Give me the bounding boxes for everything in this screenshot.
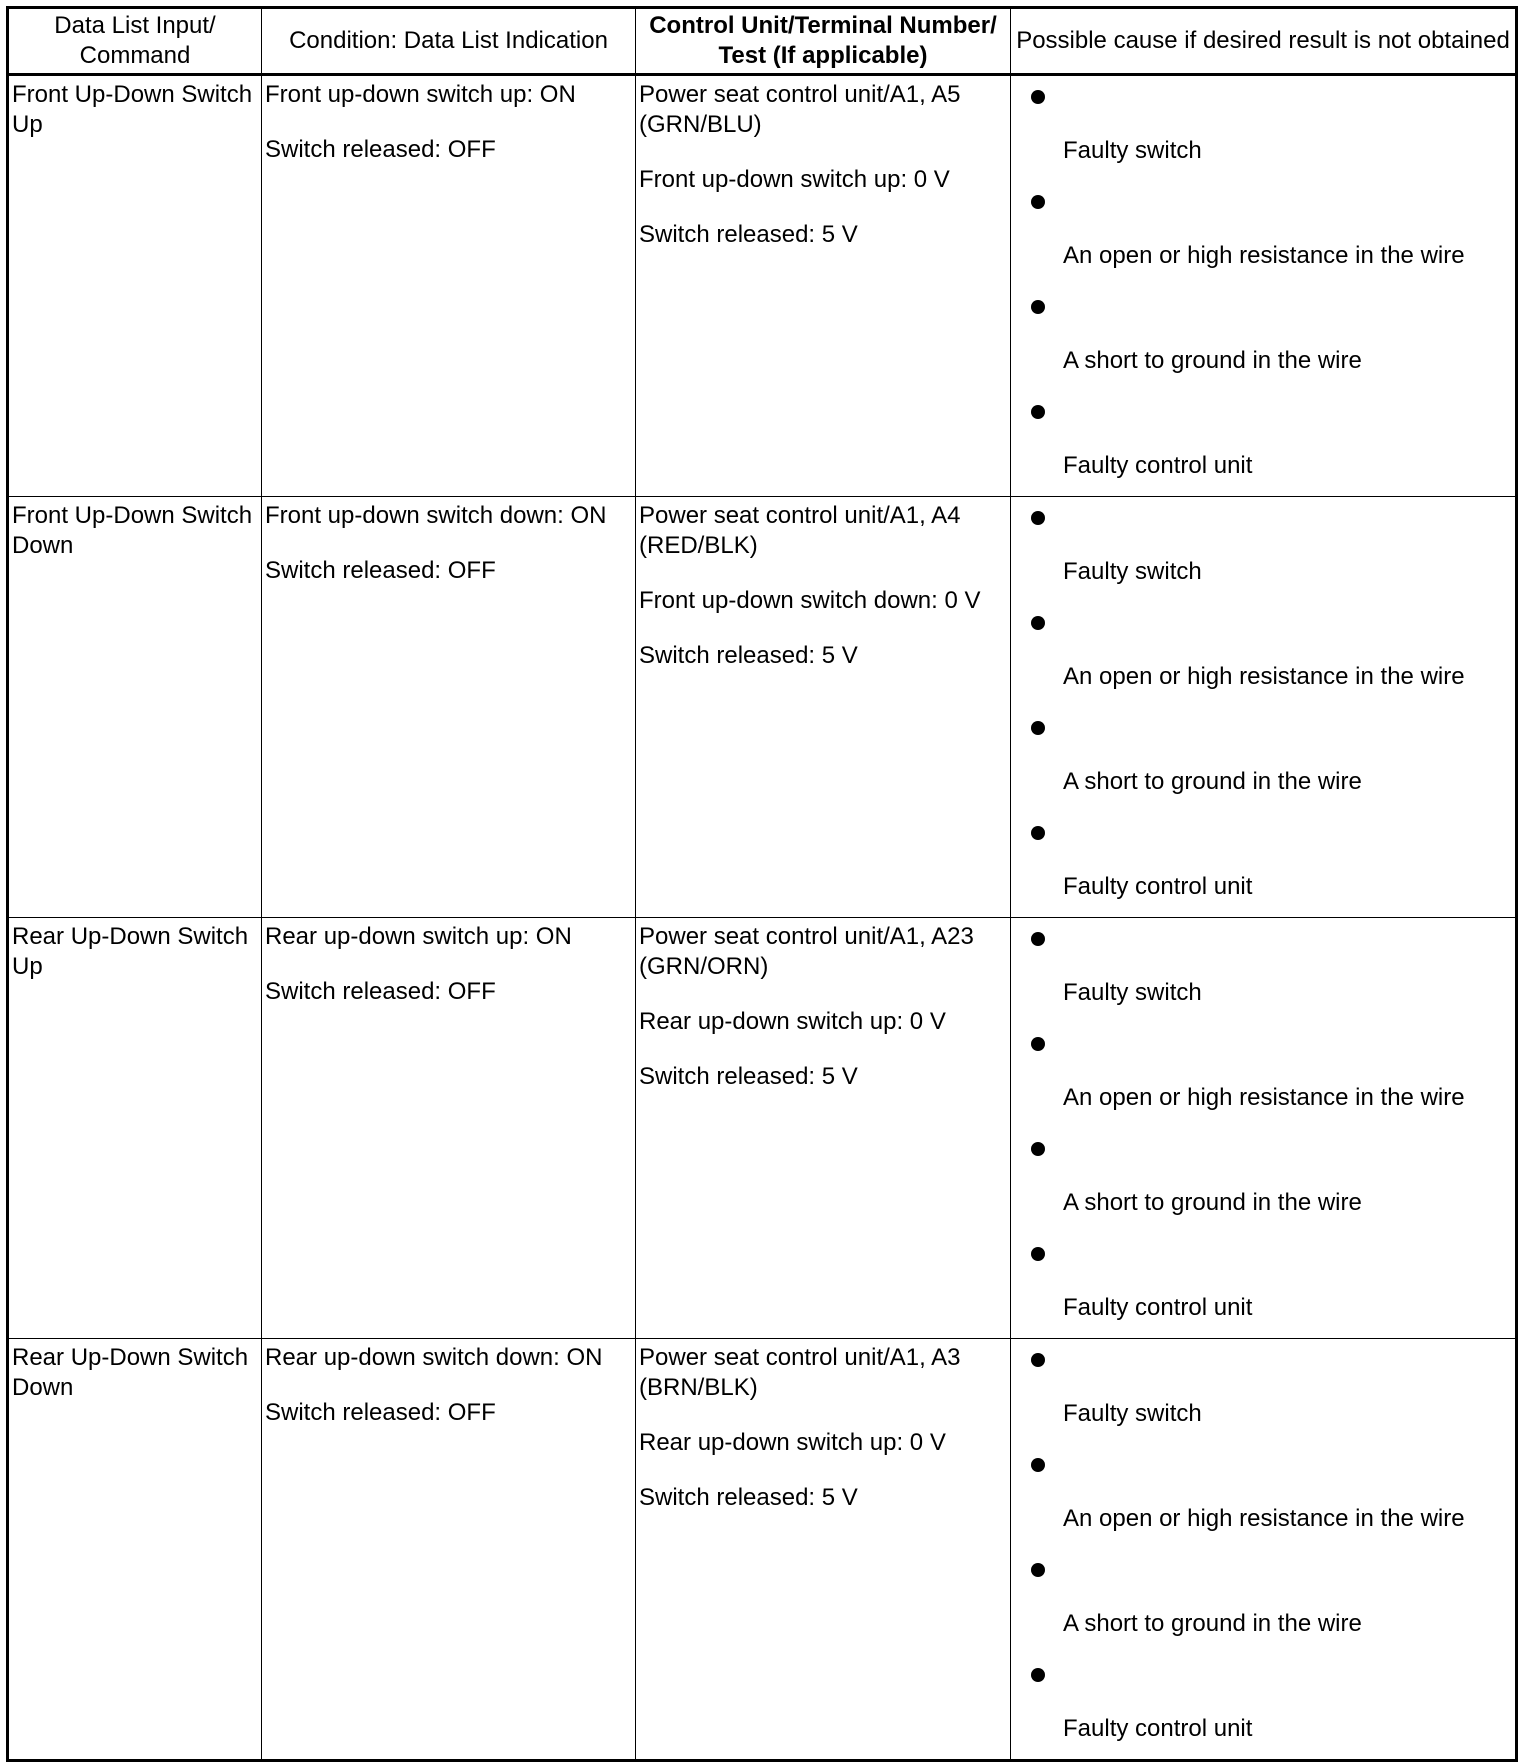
- cause-item: [1011, 918, 1515, 1023]
- control-line: Rear up-down switch up: 0 V: [639, 1008, 946, 1035]
- condition-line: Switch released: OFF: [265, 557, 496, 584]
- bullet-icon: [1031, 932, 1045, 946]
- cause-text: A short to ground in the wire: [1063, 347, 1362, 374]
- table-row: [8, 1339, 1517, 1761]
- control-line: Front up-down switch down: 0 V: [639, 587, 981, 614]
- cell-condition: [262, 75, 636, 497]
- cell-possible-causes: [1011, 75, 1517, 497]
- cause-item: [1011, 1444, 1515, 1549]
- header-possible-cause: Possible cause if desired result is not obtained: [1011, 8, 1517, 75]
- bullet-icon: [1031, 90, 1045, 104]
- cause-item: [1011, 1654, 1515, 1759]
- cause-text: An open or high resistance in the wire: [1063, 663, 1465, 690]
- cell-possible-causes: [1011, 1339, 1517, 1761]
- condition-line: Rear up-down switch down: ON: [265, 1344, 603, 1371]
- cause-item: [1011, 1549, 1515, 1654]
- cause-item: [1011, 1339, 1515, 1444]
- header-control-unit: Control Unit/Terminal Number/ Test (If applicable): [636, 8, 1011, 75]
- cause-item: [1011, 707, 1515, 812]
- cell-possible-causes: [1011, 918, 1517, 1339]
- cause-list: [1011, 1339, 1515, 1759]
- condition-line: Front up-down switch down: ON: [265, 502, 607, 529]
- cause-text: An open or high resistance in the wire: [1063, 242, 1465, 269]
- condition-line: Switch released: OFF: [265, 978, 496, 1005]
- bullet-icon: [1031, 300, 1045, 314]
- bullet-icon: [1031, 616, 1045, 630]
- table-row: [8, 497, 1517, 918]
- bullet-icon: [1031, 1353, 1045, 1367]
- cell-condition: [262, 497, 636, 918]
- cell-control-unit: [636, 1339, 1011, 1761]
- cause-text: Faulty control unit: [1063, 452, 1253, 479]
- cause-item: [1011, 76, 1515, 181]
- cause-text: An open or high resistance in the wire: [1063, 1084, 1465, 1111]
- cause-text: A short to ground in the wire: [1063, 1189, 1362, 1216]
- control-line: Power seat control unit/A1, A3 (BRN/BLK): [639, 1344, 961, 1401]
- cause-item: [1011, 602, 1515, 707]
- bullet-icon: [1031, 1037, 1045, 1051]
- cause-text: Faulty control unit: [1063, 1294, 1253, 1321]
- cell-condition: [262, 918, 636, 1339]
- table-body: [8, 75, 1517, 1761]
- bullet-icon: [1031, 405, 1045, 419]
- condition-line: Switch released: OFF: [265, 1399, 496, 1426]
- cause-item: [1011, 1023, 1515, 1128]
- cause-item: [1011, 181, 1515, 286]
- cause-text: Faulty control unit: [1063, 873, 1253, 900]
- bullet-icon: [1031, 826, 1045, 840]
- header-data-list-input: Data List Input/ Command: [8, 8, 262, 75]
- cause-item: [1011, 812, 1515, 917]
- condition-line: Rear up-down switch up: ON: [265, 923, 572, 950]
- cell-data-list-input: [8, 75, 262, 497]
- bullet-icon: [1031, 1458, 1045, 1472]
- cell-data-list-input: [8, 1339, 262, 1761]
- cause-text: Faulty switch: [1063, 979, 1202, 1006]
- input-label: Front Up-Down Switch Down: [12, 502, 253, 559]
- bullet-icon: [1031, 1247, 1045, 1261]
- cause-item: [1011, 497, 1515, 602]
- table-header-row: [8, 8, 1517, 75]
- bullet-icon: [1031, 195, 1045, 209]
- condition-line: Front up-down switch up: ON: [265, 81, 576, 108]
- cell-control-unit: [636, 497, 1011, 918]
- table-row: [8, 918, 1517, 1339]
- troubleshooting-table: [6, 6, 1518, 1762]
- cell-control-unit: [636, 918, 1011, 1339]
- bullet-icon: [1031, 1142, 1045, 1156]
- header-condition: Condition: Data List Indication: [262, 8, 636, 75]
- control-line: Switch released: 5 V: [639, 221, 858, 248]
- cell-data-list-input: [8, 497, 262, 918]
- control-line: Switch released: 5 V: [639, 642, 858, 669]
- cause-text: Faulty switch: [1063, 1400, 1202, 1427]
- input-label: Rear Up-Down Switch Down: [12, 1344, 249, 1401]
- table-row: [8, 75, 1517, 497]
- control-line: Switch released: 5 V: [639, 1484, 858, 1511]
- bullet-icon: [1031, 1563, 1045, 1577]
- bullet-icon: [1031, 721, 1045, 735]
- cause-item: [1011, 391, 1515, 496]
- control-line: Rear up-down switch up: 0 V: [639, 1429, 946, 1456]
- cell-possible-causes: [1011, 497, 1517, 918]
- bullet-icon: [1031, 511, 1045, 525]
- cause-text: A short to ground in the wire: [1063, 1610, 1362, 1637]
- cause-item: [1011, 286, 1515, 391]
- cause-text: Faulty control unit: [1063, 1715, 1253, 1742]
- cause-list: [1011, 76, 1515, 496]
- cause-list: [1011, 497, 1515, 917]
- cell-control-unit: [636, 75, 1011, 497]
- cell-data-list-input: [8, 918, 262, 1339]
- cause-item: [1011, 1233, 1515, 1338]
- cause-list: [1011, 918, 1515, 1338]
- cause-text: Faulty switch: [1063, 137, 1202, 164]
- cause-item: [1011, 1128, 1515, 1233]
- control-line: Power seat control unit/A1, A4 (RED/BLK): [639, 502, 961, 559]
- cause-text: Faulty switch: [1063, 558, 1202, 585]
- cause-text: An open or high resistance in the wire: [1063, 1505, 1465, 1532]
- control-line: Power seat control unit/A1, A5 (GRN/BLU): [639, 81, 961, 138]
- input-label: Front Up-Down Switch Up: [12, 81, 253, 138]
- condition-line: Switch released: OFF: [265, 136, 496, 163]
- control-line: Front up-down switch up: 0 V: [639, 166, 950, 193]
- control-line: Power seat control unit/A1, A23 (GRN/ORN): [639, 923, 974, 980]
- bullet-icon: [1031, 1668, 1045, 1682]
- input-label: Rear Up-Down Switch Up: [12, 923, 249, 980]
- cell-condition: [262, 1339, 636, 1761]
- control-line: Switch released: 5 V: [639, 1063, 858, 1090]
- cause-text: A short to ground in the wire: [1063, 768, 1362, 795]
